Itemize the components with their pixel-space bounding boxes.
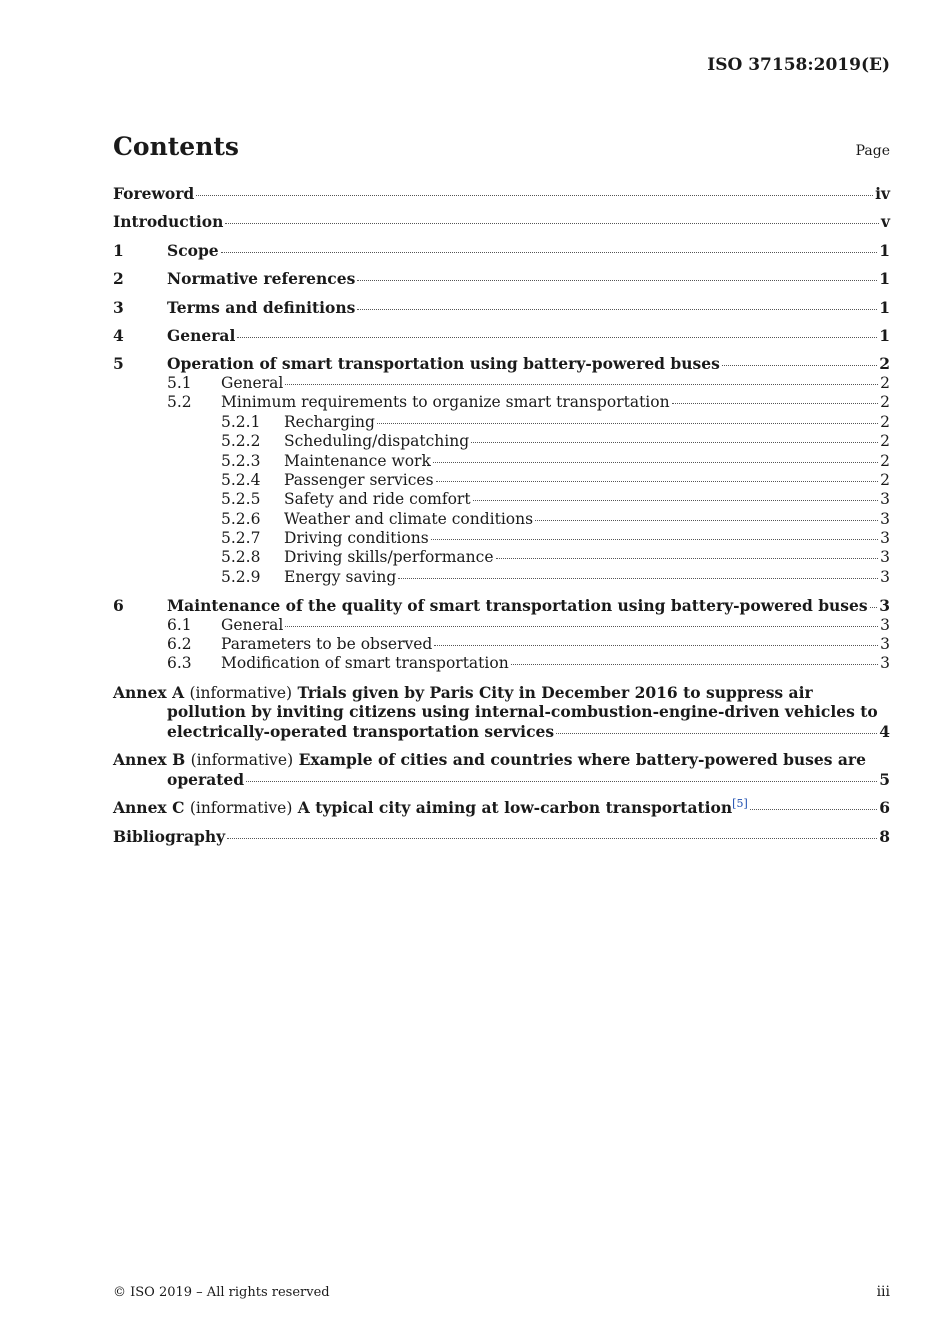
toc-page: 1 <box>879 240 890 260</box>
toc-number: 5.2.5 <box>221 490 261 509</box>
annex-label: Annex C <box>113 798 185 818</box>
toc-entry-5-2-3[interactable] <box>113 452 890 471</box>
toc-number: 6.2 <box>167 635 192 654</box>
annex-title-line: electrically-operated transportation services <box>167 721 555 741</box>
toc-title: Minimum requirements to organize smart transportation <box>221 393 670 412</box>
toc-title: Passenger services <box>284 470 434 489</box>
dot-leader <box>431 539 878 540</box>
toc-entry-clause-2[interactable] <box>113 269 890 289</box>
page-column-label: Page <box>855 143 890 159</box>
dot-leader <box>870 607 878 608</box>
toc-title: Maintenance work <box>284 451 431 470</box>
toc-page: 8 <box>879 826 890 846</box>
annex-label: Annex B <box>113 750 186 770</box>
toc-number: 5.2.2 <box>221 432 261 451</box>
toc-page: 3 <box>880 615 890 634</box>
dot-leader <box>246 781 877 782</box>
toc-entry-5-2-7[interactable] <box>113 529 890 548</box>
dot-leader <box>357 309 877 310</box>
dot-leader <box>285 384 878 385</box>
toc-page: 3 <box>880 567 890 586</box>
reference-link[interactable]: [5] <box>732 797 748 810</box>
toc-entry-6-2[interactable] <box>113 635 890 654</box>
annex-type: (informative) <box>189 799 293 818</box>
toc-entry-5-2-4[interactable] <box>113 471 890 490</box>
toc-number: 6 <box>113 596 124 616</box>
toc-title: Recharging <box>284 412 375 431</box>
dot-leader <box>398 578 878 579</box>
annex-label: Annex A <box>113 682 185 702</box>
toc-number: 5.2.6 <box>221 509 261 528</box>
toc-entry-5-2-9[interactable] <box>113 568 890 587</box>
toc-entry-5-2[interactable] <box>113 393 890 412</box>
dot-leader <box>535 520 878 521</box>
toc-title: Normative references <box>167 269 356 289</box>
dot-leader <box>433 462 878 463</box>
toc-number: 5.2.9 <box>221 567 261 586</box>
toc-number: 3 <box>113 297 124 317</box>
annex-type: (informative) <box>190 751 294 770</box>
toc-number: 6.3 <box>167 654 192 673</box>
toc-page: iv <box>875 184 890 203</box>
dot-leader <box>556 733 877 734</box>
annex-line <box>113 702 890 722</box>
toc-entry-clause-1[interactable] <box>113 241 890 261</box>
toc-title: Driving skills/performance <box>284 548 494 567</box>
toc-number: 4 <box>113 325 124 345</box>
toc-page: 1 <box>879 269 890 289</box>
toc-page: 5 <box>879 769 890 789</box>
toc-page: 3 <box>880 635 890 654</box>
toc-number: 2 <box>113 269 124 289</box>
toc-number: 1 <box>113 240 124 260</box>
toc-page: 1 <box>879 325 890 345</box>
toc-title: Introduction <box>113 212 224 232</box>
dot-leader <box>196 195 873 196</box>
toc-page: 3 <box>880 529 890 548</box>
toc-page: 2 <box>880 412 890 431</box>
toc-page: 2 <box>880 432 890 451</box>
toc-title: Terms and definitions <box>167 297 356 317</box>
toc-number: 5.2 <box>167 393 192 412</box>
toc-entry-foreword[interactable] <box>113 184 890 204</box>
annex-title <box>113 798 748 819</box>
toc-page: 2 <box>879 354 890 374</box>
toc-title: General <box>221 373 284 392</box>
annex-title-line: Example of cities and countries where battery-powered buses are <box>298 750 866 770</box>
annex-last-line <box>113 798 890 818</box>
annex-line <box>113 683 890 703</box>
toc-title: Energy saving <box>284 567 397 586</box>
table-of-contents <box>113 184 890 846</box>
dot-leader <box>237 337 877 338</box>
dot-leader <box>722 365 877 366</box>
annex-title-line: A typical city aiming at low-carbon transportation <box>297 798 733 818</box>
dot-leader <box>511 664 878 665</box>
dot-leader <box>496 558 879 559</box>
toc-entry-5-2-5[interactable] <box>113 490 890 509</box>
dot-leader <box>434 645 878 646</box>
toc-page: 4 <box>879 721 890 741</box>
toc-page: 2 <box>880 393 890 412</box>
dot-leader <box>221 252 878 253</box>
toc-entry-introduction[interactable] <box>113 212 890 232</box>
annex-last-line <box>113 722 890 742</box>
toc-entry-6-1[interactable] <box>113 616 890 635</box>
toc-number: 5.2.8 <box>221 548 261 567</box>
toc-entry-5-2-2[interactable] <box>113 432 890 451</box>
annex-title-line: operated <box>167 769 245 789</box>
toc-entry-5-1[interactable] <box>113 374 890 393</box>
toc-entry-5-2-1[interactable] <box>113 413 890 432</box>
dot-leader <box>750 809 877 810</box>
dot-leader <box>473 500 879 501</box>
toc-title: Weather and climate conditions <box>284 509 534 528</box>
page-number: iii <box>876 1284 890 1300</box>
toc-page: 3 <box>880 548 890 567</box>
dot-leader <box>227 838 877 839</box>
toc-title: Operation of smart transportation using battery-powered buses <box>167 354 720 374</box>
toc-title: Parameters to be observed <box>221 635 433 654</box>
toc-title: Scheduling/dispatching <box>284 432 470 451</box>
annex-title-line: pollution by inviting citizens using internal-combustion-engine-driven vehicles to <box>167 702 878 722</box>
toc-entry-6-3[interactable] <box>113 654 890 673</box>
copyright-notice: © ISO 2019 – All rights reserved <box>113 1285 330 1300</box>
dot-leader <box>471 442 878 443</box>
dot-leader <box>436 481 879 482</box>
toc-page: 1 <box>879 297 890 317</box>
toc-number: 5 <box>113 354 124 374</box>
toc-number: 5.1 <box>167 373 192 392</box>
toc-number: 5.2.3 <box>221 451 261 470</box>
toc-number: 5.2.4 <box>221 470 261 489</box>
toc-title: Maintenance of the quality of smart transportation using battery-powered buses <box>167 596 868 616</box>
toc-page: 6 <box>879 798 890 818</box>
toc-title: Bibliography <box>113 826 226 846</box>
toc-page: 3 <box>880 654 890 673</box>
toc-page: 2 <box>880 451 890 470</box>
document-id: ISO 37158:2019(E) <box>707 55 890 75</box>
dot-leader <box>225 223 879 224</box>
annex-line <box>113 750 890 770</box>
toc-page: 2 <box>880 373 890 392</box>
toc-entry-annex-b[interactable] <box>113 750 890 789</box>
toc-title: General <box>167 325 236 345</box>
toc-entry-clause-5[interactable] <box>113 354 890 374</box>
toc-number: 5.2.1 <box>221 412 261 431</box>
toc-page: 3 <box>880 509 890 528</box>
toc-title: Modification of smart transportation <box>221 654 509 673</box>
toc-entry-5-2-8[interactable] <box>113 548 890 567</box>
toc-title: Safety and ride comfort <box>284 490 471 509</box>
toc-page: 3 <box>879 596 890 616</box>
dot-leader <box>377 423 878 424</box>
annex-type: (informative) <box>189 683 293 702</box>
toc-title: Foreword <box>113 184 195 203</box>
toc-title: Scope <box>167 240 219 260</box>
dot-leader <box>285 626 878 627</box>
annex-title-line: Trials given by Paris City in December 2016 to suppress air <box>297 682 813 702</box>
toc-page: 2 <box>880 470 890 489</box>
dot-leader <box>672 403 879 404</box>
toc-entry-clause-4[interactable] <box>113 326 890 346</box>
toc-title: Driving conditions <box>284 529 429 548</box>
toc-entry-5-2-6[interactable] <box>113 510 890 529</box>
annex-last-line <box>113 770 890 790</box>
page-title: Contents <box>113 132 240 161</box>
dot-leader <box>357 280 877 281</box>
toc-page: v <box>880 212 890 232</box>
toc-number: 6.1 <box>167 615 192 634</box>
toc-entry-annex-a[interactable] <box>113 683 890 742</box>
toc-entry-bibliography[interactable] <box>113 827 890 847</box>
toc-number: 5.2.7 <box>221 529 261 548</box>
toc-title: General <box>221 615 284 634</box>
toc-entry-clause-6[interactable] <box>113 596 890 616</box>
toc-page: 3 <box>880 490 890 509</box>
toc-entry-annex-c[interactable] <box>113 798 890 818</box>
toc-entry-clause-3[interactable] <box>113 298 890 318</box>
